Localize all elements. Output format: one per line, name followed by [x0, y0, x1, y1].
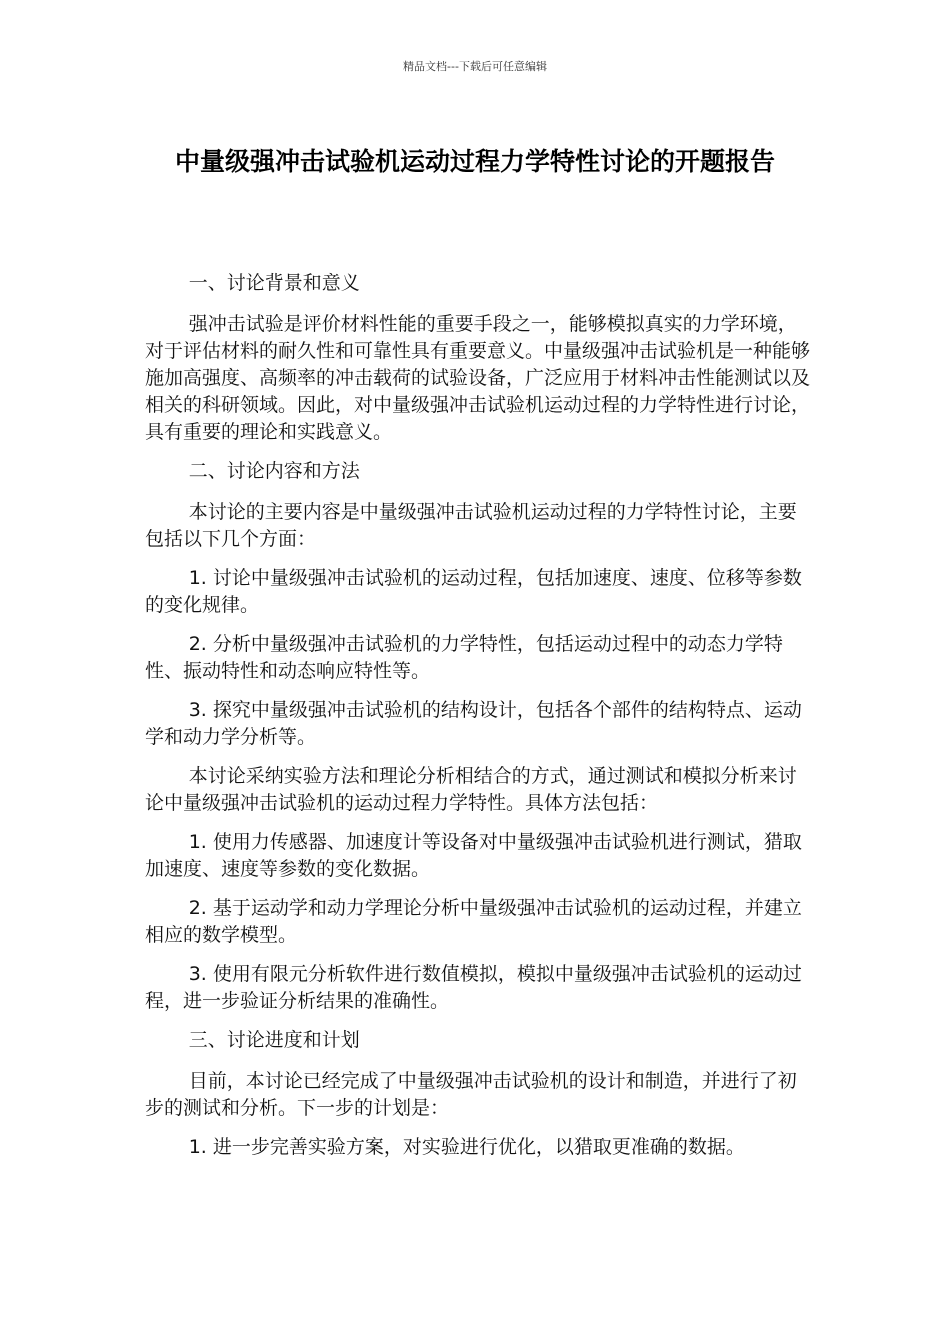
section-heading: 二、讨论内容和方法 [188, 460, 360, 482]
paragraph: 本讨论采纳实验方法和理论分析相结合的方式，通过测试和模拟分析来讨论中量级强冲击试验机的运动过程力学特性。具体方法包括： [145, 765, 797, 814]
document-title: 中量级强冲击试验机运动过程力学特性讨论的开题报告 [174, 147, 775, 176]
list-item: 1. 进一步完善实验方案，对实验进行优化，以猎取更准确的数据。 [188, 1136, 745, 1158]
list-item: 2. 分析中量级强冲击试验机的力学特性，包括运动过程中的动态力学特性、振动特性和动态响应特性等。 [145, 633, 783, 682]
section-heading: 三、讨论进度和计划 [188, 1029, 360, 1051]
paragraph: 本讨论的主要内容是中量级强冲击试验机运动过程的力学特性讨论，主要包括以下几个方面： [145, 501, 797, 550]
paragraph: 强冲击试验是评价材料性能的重要手段之一，能够模拟真实的力学环境，对于评估材料的耐久性和可靠性具有重要意义。中量级强冲击试验机是一种能够施加高强度、高频率的冲击载荷的试验设备，广泛应用于材料冲击性能测试以及相关的科研领域。因此，对中量级强冲击试验机运动过程的力学特性进行讨论，具有重要的理论和实践意义。 [145, 313, 811, 443]
list-item: 3. 使用有限元分析软件进行数值模拟，模拟中量级强冲击试验机的运动过程，进一步验证分析结果的准确性。 [145, 963, 802, 1012]
list-item: 3. 探究中量级强冲击试验机的结构设计，包括各个部件的结构特点、运动学和动力学分析等。 [145, 699, 802, 748]
paragraph: 目前，本讨论已经完成了中量级强冲击试验机的设计和制造，并进行了初步的测试和分析。下一步的计划是： [145, 1070, 797, 1119]
list-item: 1. 使用力传感器、加速度计等设备对中量级强冲击试验机进行测试，猎取加速度、速度等参数的变化数据。 [145, 831, 802, 880]
section-heading: 一、讨论背景和意义 [188, 272, 360, 294]
list-item: 2. 基于运动学和动力学理论分析中量级强冲击试验机的运动过程，并建立相应的数学模型。 [145, 897, 802, 946]
document-body [145, 270, 810, 1173]
list-item: 1. 讨论中量级强冲击试验机的运动过程，包括加速度、速度、位移等参数的变化规律。 [145, 567, 802, 616]
header-note: 精品文档---下载后可任意编辑 [403, 60, 547, 73]
